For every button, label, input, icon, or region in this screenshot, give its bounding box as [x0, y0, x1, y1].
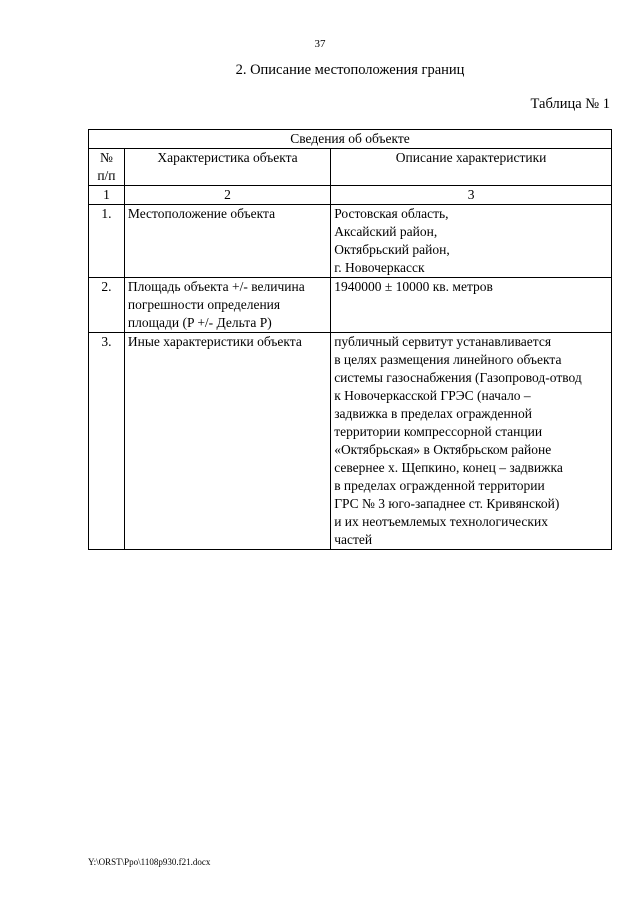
- footer-file-path: Y:\ORST\Ppo\1108p930.f21.docx: [88, 857, 211, 867]
- table-section-header: Сведения об объекте: [89, 130, 612, 149]
- table-row: [89, 278, 612, 333]
- object-info-table: [88, 129, 612, 550]
- column-number-1: 1: [89, 186, 125, 205]
- page-number: 37: [314, 38, 326, 50]
- table-header-row: [89, 149, 612, 186]
- header-number: № п/п: [89, 149, 125, 186]
- table-section-header-row: [89, 130, 612, 149]
- column-number-row: [89, 186, 612, 205]
- table-row: [89, 333, 612, 550]
- column-number-3: 3: [331, 186, 612, 205]
- row-characteristic: Местоположение объекта: [124, 205, 330, 278]
- table-caption: Таблица № 1: [530, 96, 610, 112]
- row-number: 1.: [89, 205, 125, 278]
- row-characteristic: Площадь объекта +/- величина погрешности определения площади (P +/- Дельта P): [124, 278, 330, 333]
- header-description: Описание характеристики: [331, 149, 612, 186]
- row-number: 3.: [89, 333, 125, 550]
- section-title: 2. Описание местоположения границ: [235, 62, 465, 78]
- row-description: публичный сервитут устанавливается в целях размещения линейного объекта системы газоснабжения (Газопровод-отвод к Новочеркасской ГРЭС (начало – задвижка в пределах огражденной территории компрессорной станции «Октябрьская» в Октябрьском районе севернее х. Щепкино, конец – задвижка в пределах огражденной территории ГРС № 3 юго-западнее ст. Кривянской) и их неотъемлемых технологических частей: [331, 333, 612, 550]
- column-number-2: 2: [124, 186, 330, 205]
- row-characteristic: Иные характеристики объекта: [124, 333, 330, 550]
- row-number: 2.: [89, 278, 125, 333]
- header-characteristic: Характеристика объекта: [124, 149, 330, 186]
- row-description: 1940000 ± 10000 кв. метров: [331, 278, 612, 333]
- row-description: Ростовская область, Аксайский район, Октябрьский район, г. Новочеркасск: [331, 205, 612, 278]
- table-row: [89, 205, 612, 278]
